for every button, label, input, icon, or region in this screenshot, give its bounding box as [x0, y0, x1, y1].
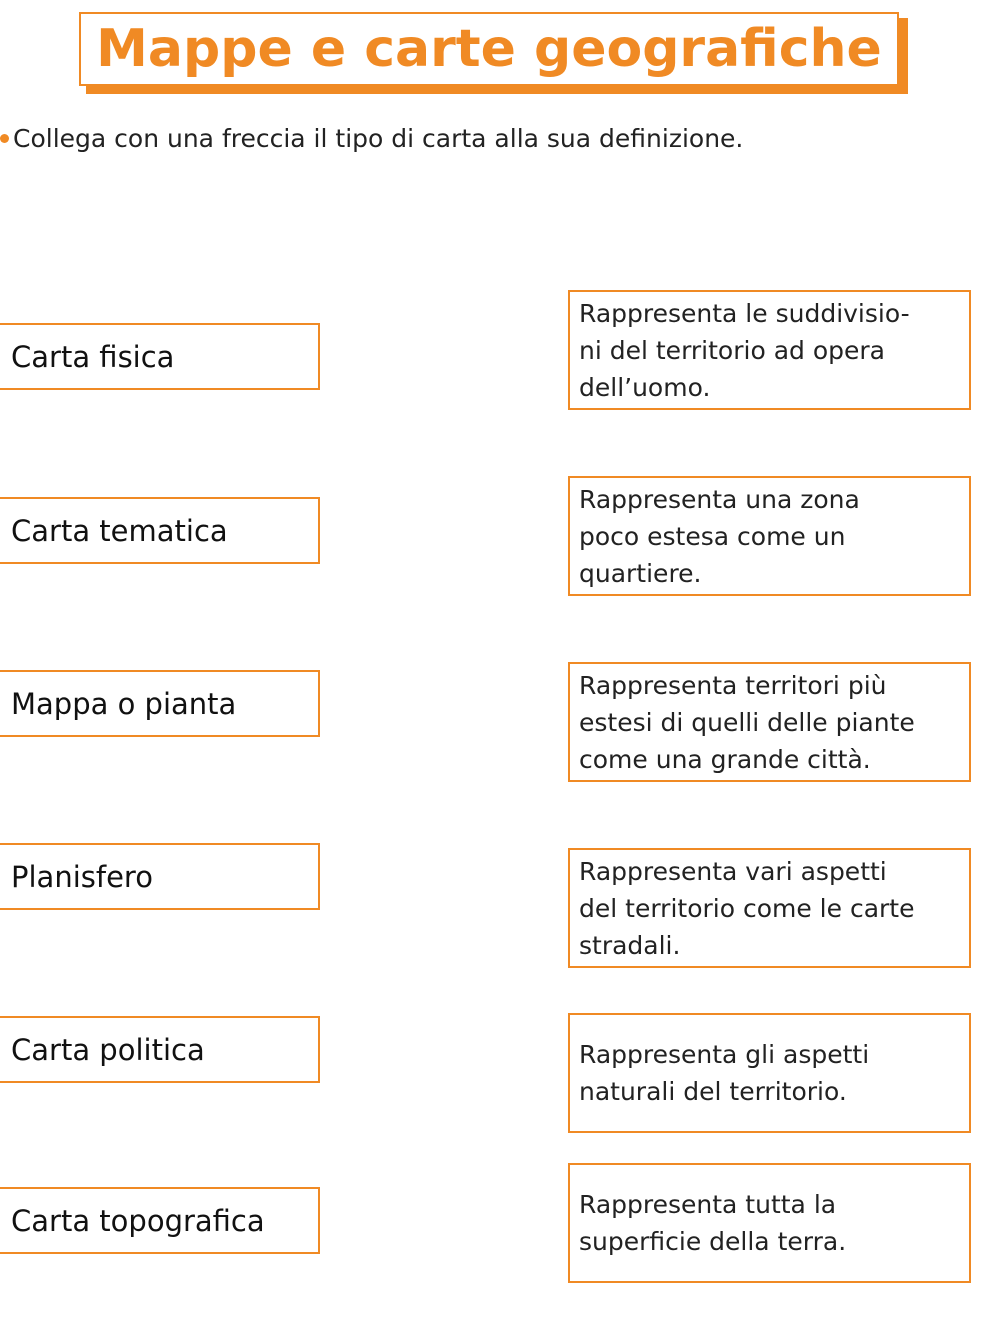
definition-box[interactable]: [568, 476, 971, 596]
definition-text: Rappresenta una zona poco estesa come un quartiere.: [579, 484, 860, 588]
definition-text: Rappresenta gli aspetti naturali del territorio.: [579, 1040, 870, 1106]
definition-text: Rappresenta le suddivisio- ni del territorio ad opera dell’uomo.: [579, 298, 910, 402]
term-planisfero[interactable]: Planisfero: [0, 843, 320, 910]
definition-box[interactable]: [568, 1013, 971, 1133]
term-carta-topografica[interactable]: Carta topografica: [0, 1187, 320, 1254]
term-carta-fisica[interactable]: Carta fisica: [0, 323, 320, 390]
page-title: Mappe e carte geografiche: [96, 19, 882, 79]
term-carta-tematica[interactable]: Carta tematica: [0, 497, 320, 564]
bullet-icon: [0, 134, 9, 143]
instruction: [0, 118, 743, 158]
term-carta-politica[interactable]: Carta politica: [0, 1016, 320, 1083]
definition-box[interactable]: [568, 848, 971, 968]
definition-box[interactable]: [568, 1163, 971, 1283]
instruction-text: Collega con una freccia il tipo di carta alla sua definizione.: [13, 123, 744, 153]
title-box: [79, 12, 899, 86]
definition-text: Rappresenta tutta la superficie della terra.: [579, 1190, 847, 1256]
definition-text: Rappresenta territori più estesi di quelli delle piante come una grande città.: [579, 670, 915, 774]
definition-box[interactable]: [568, 662, 971, 782]
definition-text: Rappresenta vari aspetti del territorio come le carte stradali.: [579, 856, 915, 960]
term-mappa-o-pianta[interactable]: Mappa o pianta: [0, 670, 320, 737]
definition-box[interactable]: [568, 290, 971, 410]
